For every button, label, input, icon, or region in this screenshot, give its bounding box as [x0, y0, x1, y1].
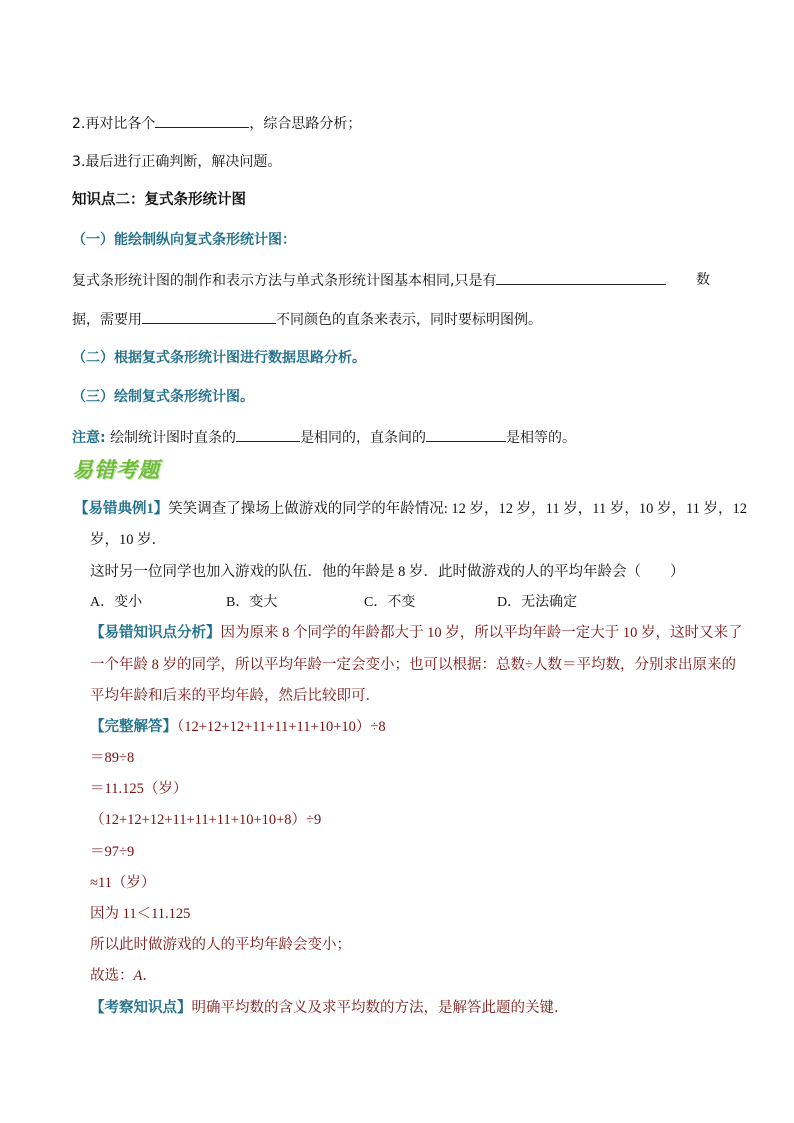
analysis-line-2: 一个年龄 8 岁的同学，所以平均年龄一定会变小；也可以根据：总数÷人数＝平均数，分别求出原来的: [90, 657, 736, 673]
choice-end: ．: [142, 968, 157, 984]
knowledge-line: [90, 998, 569, 1018]
fill-blank-1[interactable]: [155, 113, 249, 128]
error-prone-banner: 易错考题: [72, 457, 160, 482]
step-2-text-end: ，综合思路分析；: [249, 116, 362, 132]
example-question-line-1: [74, 499, 747, 519]
fill-blank-2[interactable]: [496, 270, 666, 285]
fill-blank-3[interactable]: [142, 309, 276, 324]
option-b: B．变大: [226, 595, 278, 610]
subsection-2-title: （二）根据复式条形统计图进行数据思路分析。: [72, 350, 366, 366]
step-2-text: 2.再对比各个: [72, 116, 156, 132]
choice-value: A: [133, 968, 143, 984]
analysis-text-1: 因为原来 8 个同学的年龄都大于 10 岁，所以平均年龄一定大于 10 岁，这时又来了: [220, 625, 743, 641]
option-a: A．变小: [90, 595, 143, 610]
example-question-text-1: 笑笑调查了操场上做游戏的同学的年龄情况: 12 岁，12 岁，11 岁，11 岁，10 岁，11 岁，12: [168, 501, 748, 517]
solution-line-1: [90, 717, 386, 737]
step-3-line: 3.最后进行正确判断，解决问题。: [72, 154, 282, 170]
knowledge-text: 明确平均数的含义及求平均数的方法，是解答此题的关键．: [191, 1000, 569, 1016]
analysis-line-3: 平均年龄和后来的平均年龄，然后比较即可．: [90, 688, 380, 704]
paragraph-line-1: [72, 270, 722, 291]
example-question-line-2: 岁，10 岁．: [90, 532, 167, 548]
paragraph-1-end: 数: [696, 272, 710, 288]
example-question-line-3: 这时另一位同学也加入游戏的队伍．他的年龄是 8 岁．此时做游戏的人的平均年龄会（ ）: [90, 564, 685, 580]
solution-line-9: [90, 966, 157, 986]
solution-line-7: 因为 11＜11.125: [90, 906, 191, 922]
answer-tag: 【完整解答】: [90, 719, 177, 735]
option-c: C．不变: [364, 595, 416, 610]
option-d: D．无法确定: [497, 595, 578, 610]
note-text-c: 是相等的。: [506, 430, 577, 446]
solution-expr-1: （12+12+12+11+11+11+10+10）÷8: [177, 719, 386, 735]
note-label: 注意:: [72, 430, 106, 446]
subsection-1-title: （一）能绘制纵向复式条形统计图：: [72, 232, 296, 248]
note-line: [72, 427, 576, 448]
example-tag: 【易错典例1】: [74, 501, 169, 517]
knowledge-tag: 【考察知识点】: [90, 1000, 192, 1016]
solution-line-8: 所以此时做游戏的人的平均年龄会变小；: [90, 937, 351, 953]
solution-line-6: ≈11（岁）: [90, 875, 156, 891]
note-text-a: 绘制统计图时直条的: [110, 430, 237, 446]
step-2-line: [72, 113, 361, 134]
fill-blank-5[interactable]: [426, 427, 506, 442]
analysis-tag: 【易错知识点分析】: [90, 625, 221, 641]
paragraph-line-2: [72, 309, 542, 330]
solution-line-5: ＝97÷9: [90, 844, 135, 860]
choice-label: 故选：: [90, 968, 134, 984]
solution-line-2: ＝89÷8: [90, 750, 135, 766]
note-text-b: 是相同的，直条间的: [300, 430, 427, 446]
paragraph-2-text-end: 不同颜色的直条来表示，同时要标明图例。: [276, 312, 542, 328]
subsection-3-title: （三）绘制复式条形统计图。: [72, 389, 254, 405]
fill-blank-4[interactable]: [236, 427, 300, 442]
paragraph-1-text: 复式条形统计图的制作和表示方法与单式条形统计图基本相同,只是有: [72, 273, 497, 289]
solution-line-4: （12+12+12+11+11+11+10+10+8）÷9: [90, 812, 322, 828]
analysis-line-1: [90, 623, 743, 643]
paragraph-2-text: 据，需要用: [72, 312, 142, 328]
knowledge-point-2-title: 知识点二：复式条形统计图: [72, 192, 246, 208]
solution-line-3: ＝11.125（岁）: [90, 781, 188, 797]
